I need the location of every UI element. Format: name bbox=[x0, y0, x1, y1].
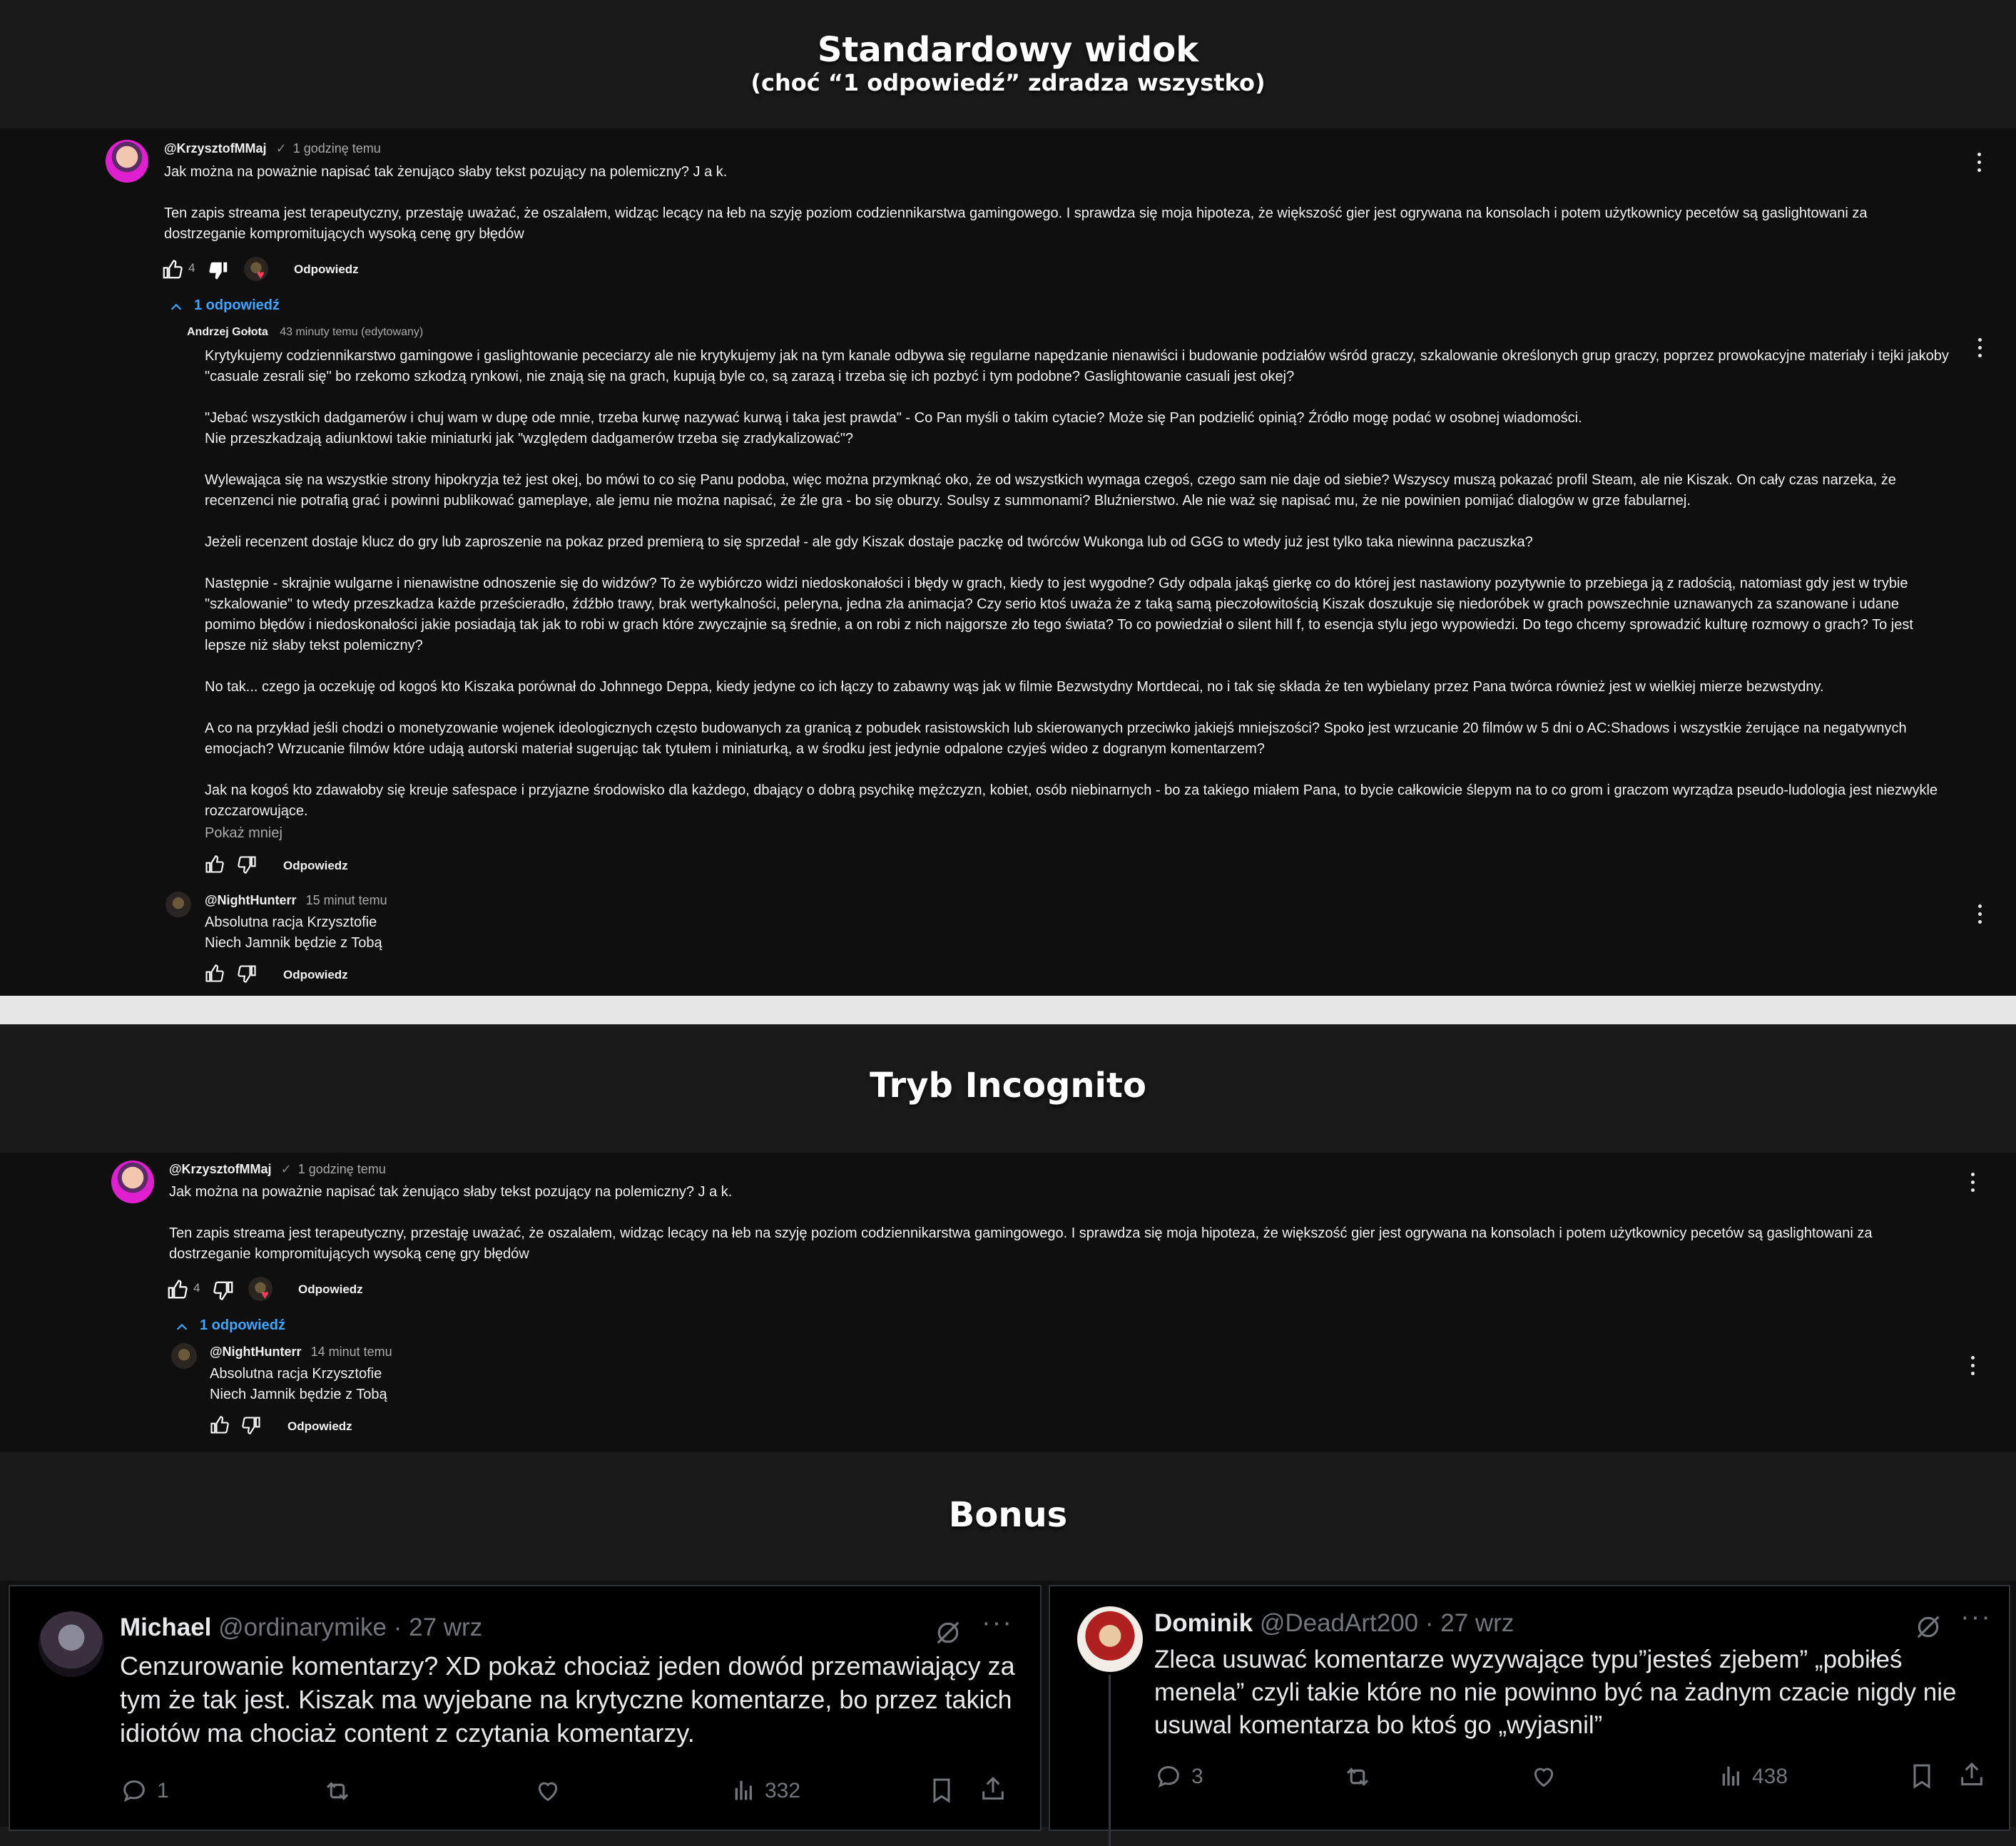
more-options-icon[interactable] bbox=[1971, 1173, 1975, 1194]
like-count: 4 bbox=[193, 1281, 200, 1295]
tweet-header bbox=[120, 1613, 482, 1642]
like-icon[interactable] bbox=[161, 259, 183, 280]
grok-icon[interactable] bbox=[1915, 1613, 1942, 1641]
tweet-date[interactable]: · 27 wrz bbox=[393, 1613, 483, 1641]
share-icon[interactable] bbox=[979, 1775, 1007, 1803]
section-banner-incognito bbox=[0, 1024, 2016, 1153]
section-subtitle: (choć “1 odpowiedź” zdradza wszystko) bbox=[750, 68, 1266, 96]
dislike-icon[interactable] bbox=[238, 964, 258, 984]
replies-toggle[interactable]: 1 odpowiedź bbox=[194, 297, 280, 313]
reply-author[interactable]: @NightHunterr bbox=[205, 893, 297, 907]
comment-text-line1: Jak można na poważnie napisać tak żenująco słaby tekst pozujący na polemiczny? J a k. bbox=[164, 164, 728, 180]
reply-button[interactable]: Odpowiedz bbox=[298, 1282, 363, 1296]
tweet-text: Cenzurowanie komentarzy? XD pokaż chociaż jeden dowód przemawiający za tym że tak jest. Kiszak ma wyjebane na krytyczne komentarze, bo przez takich idiotów ma chociaż content z czytania komentarzy. bbox=[120, 1651, 1015, 1748]
chevron-up-icon[interactable] bbox=[174, 1320, 190, 1335]
reply-button[interactable]: Odpowiedz bbox=[283, 968, 348, 981]
like-count: 4 bbox=[188, 261, 195, 275]
comment-author[interactable]: @KrzysztofMMaj bbox=[169, 1162, 272, 1176]
verified-icon: ✓ bbox=[275, 141, 287, 155]
reply-time[interactable]: 15 minut temu bbox=[305, 893, 387, 907]
section-title: Tryb Incognito bbox=[870, 1066, 1146, 1106]
share-icon[interactable] bbox=[1958, 1760, 1986, 1789]
retweet-icon[interactable] bbox=[322, 1776, 352, 1806]
more-options-icon[interactable]: ··· bbox=[982, 1608, 1013, 1638]
avatar[interactable] bbox=[106, 140, 148, 183]
reply-paragraph: A co na przykład jeśli chodzi o monetyzowanie wojenek ideologicznych często budowanych za granicą z pobudek rasistowskich lub skierowanych przeciwko jakiejś mniejszości? Spoko jest wrzucanie 20 filmów w 5 dni o AC:Shadows i wszystkie żerujące na negatywnych emocjach? Wrzucanie filmów które udają autorski materiał sugerując tak tytułem i miniaturką, a w środku jest jedynie odpalone czyjeś wideo z dogranym komentarzem? bbox=[205, 720, 1907, 757]
reply-time[interactable]: 43 minuty temu (edytowany) bbox=[280, 326, 424, 338]
section-banner-bonus bbox=[0, 1452, 2016, 1581]
like-icon[interactable] bbox=[204, 855, 224, 874]
reply-text-line1: Absolutna racja Krzysztofie bbox=[205, 914, 377, 930]
tweet-text: Zleca usuwać komentarze wyzywające typu”jesteś zjebem” „pobiłeś menela” czyli takie które no nie powinno być na żadnym czacie nigdy nie usuwal komentarza bo ktoś go „wyjasnil” bbox=[1154, 1646, 1957, 1739]
youtube-comments-standard bbox=[0, 128, 2016, 996]
comment-meta bbox=[164, 141, 381, 156]
reply-icon[interactable] bbox=[120, 1776, 148, 1805]
retweet-icon[interactable] bbox=[1343, 1762, 1373, 1792]
reply-paragraph: Jeżeli recenzent dostaje klucz do gry lub zaproszenie na pokaz przed premierą to się sprzedał - ale gdy Kiszak dostaje paczkę od twórców Wukonga lub od GGG to wtedy już jest tylko taka niewinna paczuszka? bbox=[205, 534, 1533, 550]
chevron-up-icon[interactable] bbox=[168, 300, 184, 315]
reply-button[interactable]: Odpowiedz bbox=[287, 1419, 352, 1433]
bookmark-icon[interactable] bbox=[927, 1776, 956, 1805]
avatar[interactable] bbox=[171, 1343, 197, 1369]
youtube-comments-incognito bbox=[0, 1153, 2016, 1452]
reply-author[interactable]: Andrzej Gołota bbox=[187, 326, 268, 338]
views-icon[interactable] bbox=[730, 1776, 759, 1805]
heart-icon: ♥ bbox=[257, 267, 265, 282]
reply-paragraph: Jak na kogoś kto zdawałoby się kreuje safespace i przyjazne środowisko dla każdego, dbający o dobrą psychikę mężczyzn, kobiet, osób niebinarnych - bo za takiego miałem Pana, to bycie całkowicie ślepym na to co grom i graczom wyrządza pseudo-ludologia jest niezwykle rozczarowujące. bbox=[205, 782, 1938, 819]
reply-text-line2: Niech Jamnik będzie z Tobą bbox=[205, 935, 382, 951]
dislike-icon[interactable] bbox=[208, 260, 230, 281]
dislike-icon[interactable] bbox=[238, 855, 258, 874]
comment-meta bbox=[169, 1162, 386, 1177]
tweet-card[interactable] bbox=[1049, 1585, 2010, 1831]
replies-toggle[interactable]: 1 odpowiedź bbox=[200, 1317, 285, 1333]
tweet-author-name[interactable]: Dominik bbox=[1154, 1609, 1253, 1637]
views-count: 332 bbox=[765, 1779, 801, 1802]
section-separator bbox=[0, 996, 2016, 1024]
like-icon[interactable] bbox=[1529, 1762, 1558, 1790]
grok-icon[interactable] bbox=[935, 1619, 962, 1646]
tweet-author-handle[interactable]: @DeadArt200 bbox=[1259, 1609, 1419, 1637]
reply-time[interactable]: 14 minut temu bbox=[310, 1345, 392, 1359]
comment-time[interactable]: 1 godzinę temu bbox=[297, 1162, 386, 1176]
reply-paragraph: Krytykujemy codziennikarstwo gamingowe i gaslightowanie pececiarzy ale nie krytykujemy jak na tym kanale odbywa się regularne napędzanie nienawiści i budowanie podziałów wśród graczy, szkalowanie określonych grup graczy, poprzez prowokacyjne materiały i tejki jakoby "casuale zesrali się" bo rzekomo szkodzą rynkowi, nie znają się na grach, kupują byle co, są zarazą i trzeba się ich pozbyć i tym podobne? Gaslightowanie casuali jest okej? bbox=[205, 348, 1949, 384]
reply-button[interactable]: Odpowiedz bbox=[294, 262, 359, 276]
reply-count: 3 bbox=[1191, 1765, 1203, 1788]
verified-icon: ✓ bbox=[280, 1162, 292, 1176]
dislike-icon[interactable] bbox=[213, 1280, 235, 1301]
more-options-icon[interactable] bbox=[1978, 338, 1982, 359]
section-banner-standard bbox=[0, 0, 2016, 128]
comment-author[interactable]: @KrzysztofMMaj bbox=[164, 141, 267, 155]
show-less-link[interactable]: Pokaż mniej bbox=[205, 825, 282, 841]
tweet-author-name[interactable]: Michael bbox=[120, 1613, 212, 1641]
heart-icon: ♥ bbox=[261, 1287, 269, 1302]
comment-time[interactable]: 1 godzinę temu bbox=[292, 141, 381, 155]
reply-meta bbox=[210, 1345, 392, 1360]
reply-paragraph: Następnie - skrajnie wulgarne i nienawistne odnoszenie się do widzów? To że wybiórczo widzi niedoskonałości i błędy w grach, kiedy to jest wygodne? Gdy odpala jakąś gierkę co do której jest nastawiony pozytywnie to przebiega ją z radością, natomiast gdy jest w trybie "szkalowanie" to wtedy przeszkadza każde prześcieradło, źdźbło trawy, brak wertykalności, peleryna, jedna zła animacja? Czy serio ktoś uważa że z taką samą pieczołowitością Kiszak doszukuje się niedoróbek w grach powszechnie uznawanych za szanowane i udane pomimo błędów i niedoskonałości jakie posiadają tak jak to robi w grach które zwyczajnie są średnie, a on robi z nich najgorsze zło tego świata? To co powiedział o silent hill f, to esencja stylu jego wypowiedzi. Do tego chcemy sprowadzić kulturę rozmowy o grach? To jest lepsze niż słaby tekst polemiczny? bbox=[205, 576, 1913, 653]
reply-icon[interactable] bbox=[1154, 1762, 1183, 1790]
tweet-author-handle[interactable]: @ordinarymike bbox=[218, 1613, 387, 1641]
avatar[interactable] bbox=[39, 1611, 104, 1677]
reply-meta bbox=[187, 326, 423, 339]
creator-heart-avatar bbox=[244, 257, 268, 281]
thread-line bbox=[1109, 1675, 1111, 1846]
tweet-card[interactable] bbox=[9, 1585, 1042, 1831]
avatar[interactable] bbox=[111, 1161, 154, 1203]
avatar[interactable] bbox=[166, 892, 191, 917]
comment-text-line2: Ten zapis streama jest terapeutyczny, przestaję uważać, że oszalałem, widząc lecący na łeb na szyję poziom codziennikarstwa gamingowego. I sprawdza się moja hipoteza, że większość gier jest ogrywana na konsolach i potem użytkownicy pecetów są gaslightowani za dostrzeganie kompromitujących wysoką cenę gry błędów bbox=[164, 205, 1868, 242]
more-options-icon[interactable] bbox=[1978, 904, 1982, 926]
tweet-header bbox=[1154, 1609, 1514, 1638]
comment-text-line1: Jak można na poważnie napisać tak żenująco słaby tekst pozujący na polemiczny? J a k. bbox=[169, 1184, 733, 1200]
avatar[interactable] bbox=[1077, 1606, 1143, 1672]
reply-text-line2: Niech Jamnik będzie z Tobą bbox=[210, 1387, 387, 1402]
tweet-date[interactable]: · 27 wrz bbox=[1425, 1609, 1514, 1637]
views-count: 438 bbox=[1752, 1765, 1788, 1788]
reply-paragraph: "Jebać wszystkich dadgamerów i chuj wam w dupę ode mnie, trzeba kurwę nazywać kurwą i taka jest prawda" - Co Pan myśli o takim cytacie? Może się Pan podzielić opinią? Źródło mogę podać w osobnej wiadomości. Nie przeszkadzają adiunktowi takie miniaturki jak "względem dadgamerów trzeba się zradykalizować"? bbox=[205, 410, 1582, 447]
like-icon[interactable] bbox=[204, 964, 224, 984]
comment-text-line2: Ten zapis streama jest terapeutyczny, przestaję uważać, że oszalałem, widząc lecący na łeb na szyję poziom codziennikarstwa gamingowego. I sprawdza się moja hipoteza, że większość gier jest ogrywana na konsolach i potem użytkownicy pecetów są gaslightowani za dostrzeganie kompromitujących wysoką cenę gry błędów bbox=[169, 1225, 1873, 1262]
more-options-icon[interactable]: ··· bbox=[1960, 1602, 1992, 1632]
section-title: Bonus bbox=[948, 1495, 1068, 1535]
reply-paragraph: Wylewająca się na wszystkie strony hipokryzja też jest okej, bo mówi to co się Panu podoba, więc można przymknąć oko, że od wszystkich wymaga czegoś, czego sam nie daje od siebie? Wszyscy muszą pokazać profil Steam, ale nie Kiszak. On cały czas narzeka, że recenzenci nie potrafią grać i powinni publikować gameplaye, ale jemu nie można napisać, że źle gra - bo się oburzy. Soulsy z summonami? Bluźnierstwo. Ale nie waż się napisać mu, że nie powinien pomijać dialogów w grze fabularnej. bbox=[205, 472, 1896, 509]
reply-author[interactable]: @NightHunterr bbox=[210, 1345, 302, 1359]
reply-text-line1: Absolutna racja Krzysztofie bbox=[210, 1366, 382, 1382]
bookmark-icon[interactable] bbox=[1908, 1762, 1936, 1790]
more-options-icon[interactable] bbox=[1977, 153, 1982, 174]
like-icon[interactable] bbox=[166, 1279, 188, 1300]
creator-heart-avatar bbox=[248, 1277, 273, 1301]
reply-meta bbox=[205, 893, 387, 908]
like-icon[interactable] bbox=[209, 1415, 229, 1435]
reply-count: 1 bbox=[157, 1779, 169, 1802]
reply-paragraph: No tak... czego ja oczekuję od kogoś kto Kiszaka porównał do Johnnego Deppa, kiedy jedyne co ich łączy to zabawny wąs jak w filmie Bezwstydny Mortdecai, no i tak się składa że ten wybielany przez Pana twórca również jest w wielkiej mierze bezwstydny. bbox=[205, 679, 1824, 695]
more-options-icon[interactable] bbox=[1971, 1356, 1975, 1377]
like-icon[interactable] bbox=[534, 1776, 562, 1805]
dislike-icon[interactable] bbox=[242, 1415, 262, 1435]
views-icon[interactable] bbox=[1718, 1762, 1746, 1790]
reply-button[interactable]: Odpowiedz bbox=[283, 859, 348, 872]
section-title: Standardowy widok bbox=[817, 30, 1199, 70]
